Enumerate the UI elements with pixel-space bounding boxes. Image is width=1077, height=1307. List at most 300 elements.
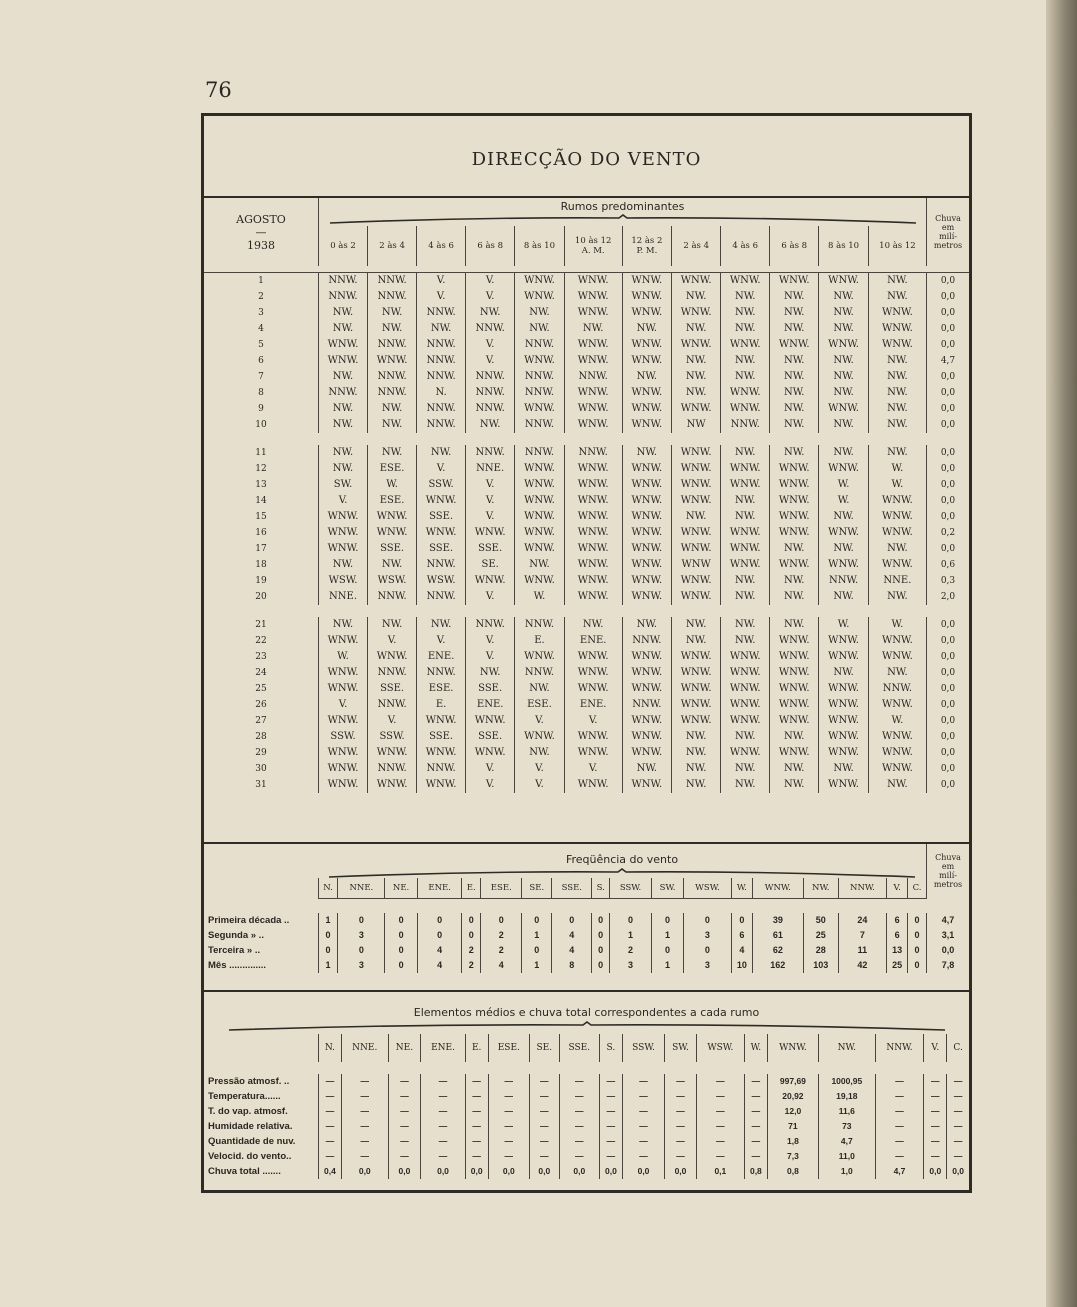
freq-dir-header: WSW. xyxy=(683,878,731,899)
direction-cell: NW. xyxy=(622,369,672,385)
direction-cell: V. xyxy=(417,461,466,477)
elem-value: — xyxy=(529,1149,559,1164)
direction-cell: WNW. xyxy=(622,713,672,729)
elem-value: — xyxy=(665,1134,697,1149)
direction-cell: NNW. xyxy=(417,761,466,777)
direction-cell: W. xyxy=(819,617,869,633)
direction-cell: ENE. xyxy=(466,697,515,713)
direction-cell: WNW. xyxy=(515,573,565,589)
direction-cell: WNW. xyxy=(515,525,565,541)
freq-row-label: Mês .............. xyxy=(208,960,267,971)
direction-cell: NW. xyxy=(770,289,819,305)
freq-dir-header: NNE. xyxy=(338,878,385,899)
elem-value: 19,18 xyxy=(819,1089,876,1104)
freq-value: 0 xyxy=(462,913,481,928)
direction-cell: WNW. xyxy=(819,633,869,649)
table-row xyxy=(204,417,969,433)
rain-cell: 0,0 xyxy=(927,273,970,290)
direction-cell: NNW. xyxy=(368,761,417,777)
freq-row xyxy=(204,913,969,928)
direction-cell: WNW. xyxy=(819,697,869,713)
rain-cell: 0,0 xyxy=(927,777,970,793)
direction-cell: WNW. xyxy=(622,589,672,605)
elem-value: — xyxy=(665,1074,697,1089)
table-row xyxy=(204,557,969,573)
direction-cell: WNW. xyxy=(564,589,622,605)
direction-cell: V. xyxy=(368,633,417,649)
freq-dir-header: E. xyxy=(462,878,481,899)
freq-value: 2 xyxy=(481,943,522,958)
freq-dir-header: NW. xyxy=(803,878,838,899)
freq-value: 0 xyxy=(462,928,481,943)
direction-cell: NW. xyxy=(770,417,819,433)
freq-value: 0 xyxy=(908,913,927,928)
direction-cell: NNW. xyxy=(368,385,417,401)
elem-value: — xyxy=(924,1089,947,1104)
direction-cell: WNW. xyxy=(868,337,926,353)
direction-cell: NW. xyxy=(417,321,466,337)
day-cell: 30 xyxy=(255,764,267,774)
direction-cell: NNW. xyxy=(368,273,417,290)
direction-cell: V. xyxy=(515,761,565,777)
elem-value: — xyxy=(924,1104,947,1119)
elem-value: — xyxy=(744,1119,767,1134)
rain-header-line: metros xyxy=(933,880,963,890)
direction-cell: SSE. xyxy=(466,681,515,697)
rain-cell: 0,0 xyxy=(927,633,970,649)
table-row xyxy=(204,273,969,290)
elem-dir-header: ENE. xyxy=(421,1034,465,1062)
direction-cell: NW. xyxy=(368,321,417,337)
elem-value: 0,0 xyxy=(665,1164,697,1179)
direction-cell: WNW. xyxy=(319,633,368,649)
elem-value: — xyxy=(341,1104,388,1119)
elem-value: — xyxy=(388,1074,421,1089)
direction-cell: NW. xyxy=(770,761,819,777)
time-header: 6 às 8 xyxy=(466,226,515,266)
direction-cell: WNW. xyxy=(622,305,672,321)
direction-cell: SSE. xyxy=(368,541,417,557)
table-row xyxy=(204,369,969,385)
direction-cell: WNW. xyxy=(770,681,819,697)
freq-value: 0 xyxy=(522,913,552,928)
elem-value: — xyxy=(421,1134,465,1149)
elem-row xyxy=(204,1149,969,1164)
direction-cell: WNW. xyxy=(515,461,565,477)
direction-cell: NW. xyxy=(819,417,869,433)
direction-cell: V. xyxy=(417,289,466,305)
direction-cell: NW. xyxy=(721,321,770,337)
frequency-section xyxy=(204,842,969,992)
elem-value: — xyxy=(319,1119,342,1134)
elem-value: — xyxy=(488,1104,529,1119)
rain-cell: 0,0 xyxy=(927,369,970,385)
elem-value: 0,0 xyxy=(529,1164,559,1179)
direction-cell: WNW. xyxy=(368,745,417,761)
direction-cell: W. xyxy=(868,713,926,729)
elem-value: — xyxy=(319,1134,342,1149)
elem-value: 12,0 xyxy=(767,1104,818,1119)
direction-cell: WNW. xyxy=(564,557,622,573)
time-header: 2 às 4 xyxy=(368,226,417,266)
elem-title-row xyxy=(204,992,969,1034)
direction-cell: ESE. xyxy=(417,681,466,697)
direction-cell: NNW. xyxy=(515,369,565,385)
direction-cell: WNW. xyxy=(622,777,672,793)
direction-cell: WNW. xyxy=(319,665,368,681)
direction-cell: NW. xyxy=(319,417,368,433)
elem-value: — xyxy=(622,1149,664,1164)
elem-value: — xyxy=(599,1089,622,1104)
elem-row-label: Quantidade de nuv. xyxy=(208,1136,296,1147)
direction-cell: WNW. xyxy=(672,681,721,697)
day-cell: 9 xyxy=(258,404,264,414)
elem-value: — xyxy=(529,1089,559,1104)
freq-value: 7 xyxy=(838,928,887,943)
direction-cell: NNW. xyxy=(466,401,515,417)
time-header: 4 às 6 xyxy=(417,226,466,266)
direction-cell: ENE. xyxy=(564,633,622,649)
direction-cell: WNW. xyxy=(770,633,819,649)
direction-cell: NW xyxy=(672,417,721,433)
freq-value: 0 xyxy=(318,943,338,958)
direction-cell: WNW. xyxy=(819,681,869,697)
direction-cell: V. xyxy=(564,713,622,729)
direction-cell: WNW. xyxy=(564,649,622,665)
elem-value: 4,7 xyxy=(875,1164,924,1179)
direction-cell: NW. xyxy=(368,557,417,573)
elem-value: — xyxy=(947,1104,969,1119)
freq-value: 0 xyxy=(481,913,522,928)
elem-value: — xyxy=(947,1134,969,1149)
freq-value: 2 xyxy=(609,943,651,958)
direction-cell: SW. xyxy=(319,477,368,493)
direction-cell: NNW. xyxy=(515,385,565,401)
freq-header-row xyxy=(204,878,969,899)
direction-cell: NW. xyxy=(721,305,770,321)
freq-value: 11 xyxy=(838,943,887,958)
freq-value: 3 xyxy=(683,958,731,973)
time-header: 6 às 8 xyxy=(770,226,819,266)
direction-cell: NNW. xyxy=(319,385,368,401)
direction-cell: WNW. xyxy=(564,385,622,401)
direction-cell: NW. xyxy=(868,445,926,461)
freq-value: 0 xyxy=(338,943,385,958)
direction-cell: WNW. xyxy=(819,777,869,793)
elem-dir-header: N. xyxy=(319,1034,342,1062)
elem-value: — xyxy=(421,1149,465,1164)
elem-value: 11,6 xyxy=(819,1104,876,1119)
direction-cell: WNW. xyxy=(622,541,672,557)
day-cell: 13 xyxy=(255,480,267,490)
day-cell: 19 xyxy=(255,576,267,586)
direction-cell: NW. xyxy=(721,289,770,305)
direction-cell: WNW. xyxy=(319,353,368,369)
direction-cell: WNW. xyxy=(672,649,721,665)
freq-value: 1 xyxy=(318,958,338,973)
table-row xyxy=(204,477,969,493)
direction-cell: WNW. xyxy=(417,713,466,729)
elem-value: — xyxy=(388,1089,421,1104)
freq-dir-header: SSW. xyxy=(609,878,651,899)
direction-cell: NNW. xyxy=(466,321,515,337)
elem-value: 71 xyxy=(767,1119,818,1134)
direction-cell: W. xyxy=(319,649,368,665)
elem-value: — xyxy=(696,1074,744,1089)
direction-cell: NNW. xyxy=(368,289,417,305)
direction-cell: WNW. xyxy=(368,525,417,541)
elem-dir-header: V. xyxy=(924,1034,947,1062)
rain-cell: 0,0 xyxy=(927,509,970,525)
direction-cell: WNW. xyxy=(417,525,466,541)
direction-cell: SSE. xyxy=(417,729,466,745)
elem-value: — xyxy=(875,1074,924,1089)
direction-cell: WNW. xyxy=(417,493,466,509)
elem-dir-header: S. xyxy=(599,1034,622,1062)
elem-value: — xyxy=(875,1089,924,1104)
elem-value: — xyxy=(465,1104,488,1119)
direction-cell: NW. xyxy=(368,305,417,321)
direction-cell: E. xyxy=(417,697,466,713)
elem-value: 11,0 xyxy=(819,1149,876,1164)
day-cell: 3 xyxy=(258,308,264,318)
day-cell: 4 xyxy=(258,324,264,334)
direction-cell: WNW. xyxy=(515,477,565,493)
freq-value: 25 xyxy=(803,928,838,943)
elem-value: — xyxy=(465,1119,488,1134)
elem-value: 0,0 xyxy=(421,1164,465,1179)
direction-cell: SSE. xyxy=(466,729,515,745)
elem-value: — xyxy=(665,1089,697,1104)
rain-cell: 0,0 xyxy=(927,401,970,417)
elem-value: — xyxy=(388,1119,421,1134)
direction-cell: WNW. xyxy=(868,697,926,713)
direction-cell: WNW. xyxy=(368,353,417,369)
direction-cell: WNW. xyxy=(564,337,622,353)
elem-dir-header: SE. xyxy=(529,1034,559,1062)
direction-cell: NW. xyxy=(515,745,565,761)
elem-dir-header: NE. xyxy=(388,1034,421,1062)
day-cell: 7 xyxy=(258,372,264,382)
elem-value: — xyxy=(744,1149,767,1164)
direction-cell: WNW. xyxy=(721,697,770,713)
direction-cell: NNW. xyxy=(368,369,417,385)
direction-cell: NW. xyxy=(721,493,770,509)
direction-cell: WNW. xyxy=(721,477,770,493)
freq-dir-header: S. xyxy=(592,878,609,899)
rain-cell: 0,0 xyxy=(927,305,970,321)
direction-cell: NW. xyxy=(672,289,721,305)
freq-dir-header: V. xyxy=(887,878,908,899)
direction-cell: WNW. xyxy=(770,525,819,541)
freq-value: 6 xyxy=(731,928,752,943)
elem-value: — xyxy=(744,1074,767,1089)
freq-value: 4 xyxy=(552,943,592,958)
elem-value: — xyxy=(319,1149,342,1164)
direction-cell: WNW. xyxy=(721,385,770,401)
elem-row xyxy=(204,1119,969,1134)
direction-cell: NW. xyxy=(368,417,417,433)
elem-value: — xyxy=(622,1089,664,1104)
freq-value: 10 xyxy=(731,958,752,973)
direction-cell: WNW. xyxy=(672,337,721,353)
direction-cell: WNW. xyxy=(564,461,622,477)
elem-value: — xyxy=(388,1149,421,1164)
table-row xyxy=(204,665,969,681)
decade-gap xyxy=(204,433,969,445)
elem-row xyxy=(204,1089,969,1104)
direction-cell: NW. xyxy=(868,385,926,401)
direction-cell: NW. xyxy=(770,617,819,633)
direction-cell: WNW. xyxy=(622,337,672,353)
table-row xyxy=(204,681,969,697)
elem-value: — xyxy=(488,1149,529,1164)
freq-value: 4 xyxy=(417,943,461,958)
freq-value: 1 xyxy=(609,928,651,943)
table-row xyxy=(204,321,969,337)
elem-value: — xyxy=(559,1104,599,1119)
elem-value: — xyxy=(696,1104,744,1119)
direction-cell: WNW. xyxy=(770,461,819,477)
direction-cell: NW. xyxy=(770,385,819,401)
elem-dir-header: E. xyxy=(465,1034,488,1062)
table-row xyxy=(204,777,969,793)
day-cell: 11 xyxy=(255,448,267,458)
freq-value: 0 xyxy=(592,943,609,958)
rain-header xyxy=(927,198,970,266)
direction-cell: WNW. xyxy=(819,337,869,353)
direction-cell: NW. xyxy=(819,289,869,305)
direction-cell: NW. xyxy=(868,777,926,793)
direction-cell: WNW. xyxy=(622,385,672,401)
freq-value: 13 xyxy=(887,943,908,958)
direction-cell: NW. xyxy=(622,617,672,633)
direction-cell: NNW. xyxy=(417,369,466,385)
table-row xyxy=(204,445,969,461)
elem-value: — xyxy=(559,1074,599,1089)
freq-value: 3 xyxy=(338,928,385,943)
elem-value: — xyxy=(947,1074,969,1089)
direction-cell: WNW. xyxy=(319,541,368,557)
direction-cell: NW. xyxy=(770,401,819,417)
direction-cell: WNW. xyxy=(819,557,869,573)
freq-value: 0 xyxy=(417,928,461,943)
elem-value: — xyxy=(465,1074,488,1089)
direction-cell: SSE. xyxy=(417,509,466,525)
direction-cell: NW. xyxy=(319,445,368,461)
direction-cell: NW. xyxy=(721,761,770,777)
elem-value: — xyxy=(875,1104,924,1119)
freq-value: 1 xyxy=(522,928,552,943)
direction-cell: WNW. xyxy=(672,401,721,417)
direction-cell: WNW. xyxy=(721,681,770,697)
freq-title: Freqüência do vento xyxy=(565,853,679,866)
direction-cell: V. xyxy=(417,633,466,649)
elem-value: — xyxy=(421,1089,465,1104)
table-row xyxy=(204,401,969,417)
elem-value: — xyxy=(947,1119,969,1134)
day-cell: 16 xyxy=(255,528,267,538)
elem-value: 7,3 xyxy=(767,1149,818,1164)
direction-cell: WNW. xyxy=(868,649,926,665)
direction-cell: NNW. xyxy=(417,401,466,417)
elem-value: — xyxy=(421,1074,465,1089)
direction-cell: NW. xyxy=(564,321,622,337)
direction-cell: NW. xyxy=(770,445,819,461)
elem-value: — xyxy=(696,1089,744,1104)
elem-title: Elementos médios e chuva total correspondentes a cada rumo xyxy=(413,1006,760,1019)
freq-value: 4 xyxy=(731,943,752,958)
elem-value: — xyxy=(465,1089,488,1104)
direction-cell: WNW. xyxy=(515,493,565,509)
direction-cell: WNW. xyxy=(466,713,515,729)
table-row xyxy=(204,573,969,589)
direction-cell: NNW. xyxy=(721,417,770,433)
freq-value: 2 xyxy=(462,943,481,958)
bottom-pad xyxy=(204,793,969,807)
direction-cell: WNW. xyxy=(672,697,721,713)
direction-cell: WNW. xyxy=(819,401,869,417)
direction-cell: NW. xyxy=(868,417,926,433)
direction-cell: V. xyxy=(466,649,515,665)
elem-value: 0,4 xyxy=(319,1164,342,1179)
freq-value: 0 xyxy=(908,928,927,943)
direction-cell: V. xyxy=(466,493,515,509)
direction-cell: WNW. xyxy=(770,649,819,665)
direction-cell: WNW. xyxy=(622,681,672,697)
freq-value: 6 xyxy=(887,928,908,943)
direction-cell: NW. xyxy=(868,589,926,605)
elem-value: 0,0 xyxy=(341,1164,388,1179)
elem-value: 0,0 xyxy=(388,1164,421,1179)
time-header: 4 às 6 xyxy=(721,226,770,266)
elem-dir-header: SSE. xyxy=(559,1034,599,1062)
table-row xyxy=(204,541,969,557)
rain-cell: 0,2 xyxy=(927,525,970,541)
direction-cell: NW. xyxy=(672,385,721,401)
direction-cell: WNW. xyxy=(622,461,672,477)
direction-cell: NW. xyxy=(819,761,869,777)
direction-cell: WNW. xyxy=(721,525,770,541)
direction-cell: NW. xyxy=(319,305,368,321)
direction-cell: NW. xyxy=(819,541,869,557)
direction-cell: SSE. xyxy=(417,541,466,557)
direction-cell: NNW. xyxy=(622,633,672,649)
day-cell: 5 xyxy=(258,340,264,350)
direction-cell: WNW. xyxy=(819,745,869,761)
direction-cell: W. xyxy=(368,477,417,493)
elem-dir-header: W. xyxy=(744,1034,767,1062)
freq-value: 1 xyxy=(522,958,552,973)
direction-cell: WNW. xyxy=(622,745,672,761)
direction-cell: WNW xyxy=(672,557,721,573)
freq-value: 0 xyxy=(908,958,927,973)
direction-cell: WNW. xyxy=(564,477,622,493)
direction-cell: WNW. xyxy=(770,745,819,761)
freq-value: 3 xyxy=(338,958,385,973)
elem-row xyxy=(204,1164,969,1179)
freq-rain-header xyxy=(927,844,970,899)
direction-cell: NW. xyxy=(622,445,672,461)
direction-cell: WNW. xyxy=(721,649,770,665)
day-cell: 27 xyxy=(255,716,267,726)
rumos-title-cell xyxy=(319,198,927,226)
rain-cell: 0,0 xyxy=(927,745,970,761)
direction-cell: WNW. xyxy=(564,493,622,509)
table-row xyxy=(204,353,969,369)
direction-cell: NNW. xyxy=(515,417,565,433)
elem-value: 0,0 xyxy=(599,1164,622,1179)
